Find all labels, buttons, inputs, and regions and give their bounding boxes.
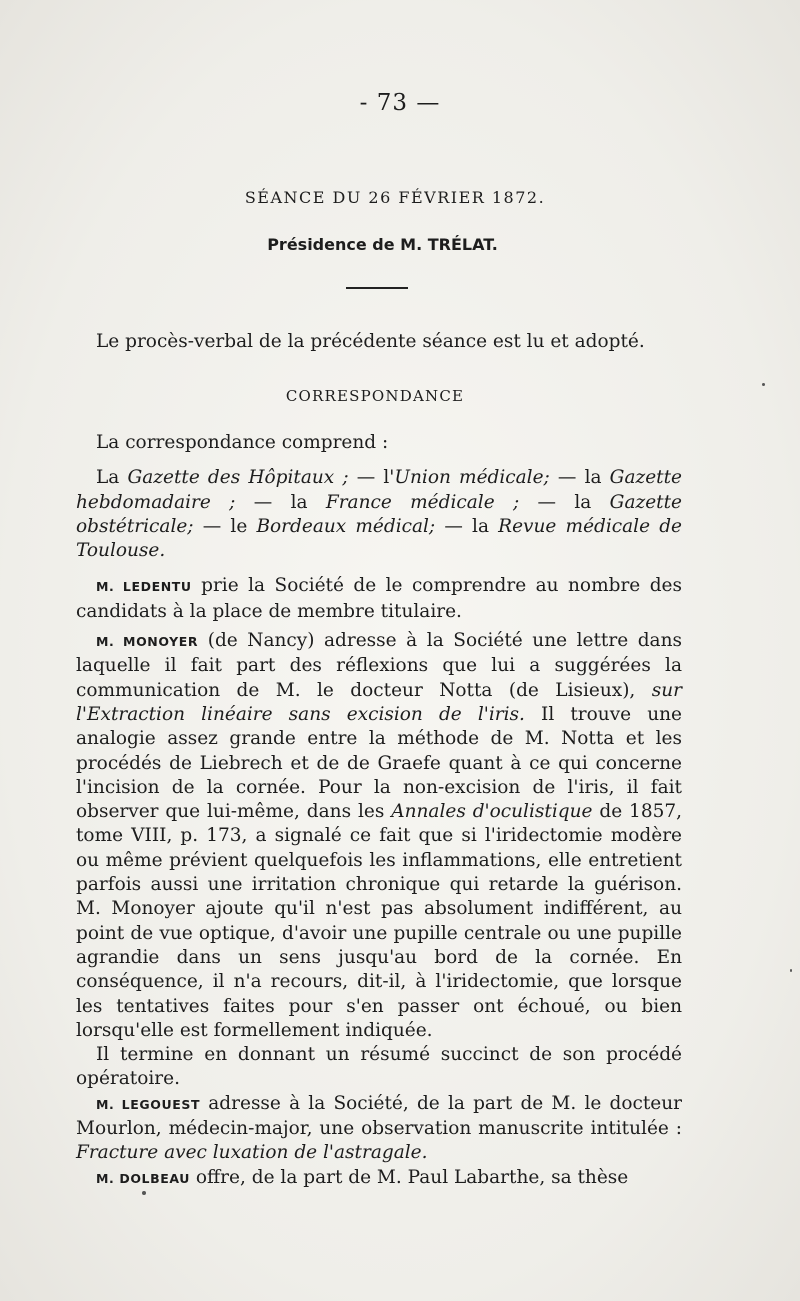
legouest-text: adresse à la Société, de la part de M. le docteur Mourlon, médecin-major, une observation manuscrite intitulée :: [76, 1092, 682, 1140]
journals-list: [76, 466, 682, 563]
journal-separator: — la: [519, 491, 610, 513]
journal-gazette-hebdomadaire: Gazette hebdomadaire ;: [76, 467, 682, 513]
separator-rule: [346, 287, 408, 289]
monoyer-text-2: Il trouve une analogie assez grande entre la méthode de M. Notta et les procédés de Liebrech et de de Graefe quant à ce qui concerne l'incision de la cornée. Pour la non-excision de l'iris, il fait observer que lui-même, dans les: [76, 703, 682, 823]
correspondence-intro: La correspondance comprend :: [96, 432, 389, 453]
presidence-line: Présidence de M. TRÉLAT.: [267, 235, 498, 254]
journal-france-medicale: France médicale ;: [325, 491, 520, 513]
journals-prefix: La: [96, 467, 128, 489]
ledentu-name: M. LEDENTU: [96, 579, 192, 595]
journal-revue-toulouse: Revue médicale de Toulouse.: [76, 515, 682, 562]
legouest-title: Fracture avec luxation de l'astragale.: [76, 1142, 428, 1164]
dolbeau-paragraph: [76, 1166, 682, 1191]
ledentu-paragraph: [76, 574, 682, 624]
session-title: SÉANCE DU 26 FÉVRIER 1872.: [244, 188, 546, 207]
monoyer-text-3: de 1857, tome VIII, p. 173, a signalé ce fait que si l'iridectomie modère ou même prévient quelquefois les inflammations, elle entretient parfois aussi une irritation chronique qui retarde la guérison. M. Monoyer ajoute qu'il n'est pas absolument indifférent, au point de vue optique, d'avoir une pupille centrale ou une pupille agrandie dans un sens jusqu'au bord de la cornée. En conséquence, il n'a recours, dit-il, à l'iridectomie, que lorsque les tentatives faites pour s'en passer ont échoué, ou bien lorsqu'elle est formellement indiquée.: [76, 801, 683, 1041]
journal-gazette-hopitaux: Gazette des Hôpitaux ;: [127, 467, 349, 489]
monoyer-text-1: (de Nancy) adresse à la Société une lettre dans laquelle il fait part des réflexions que lui a suggérées la communication de M. le docteur Notta (de Lisieux),: [76, 630, 682, 701]
journal-separator: — l': [348, 467, 395, 489]
journal-separator: — le: [193, 515, 257, 537]
journal-bordeaux-medical: Bordeaux médical;: [256, 515, 436, 537]
minutes-text: Le procès-verbal de la précédente séance est lu et adopté.: [96, 331, 645, 352]
correspondence-block: [76, 431, 682, 1191]
ink-speck: [762, 383, 765, 386]
minutes-paragraph: [76, 330, 682, 354]
monoyer-title: sur l'Extraction linéaire sans excision de l'iris.: [76, 679, 682, 725]
journal-separator: — la: [235, 491, 326, 513]
ink-speck: [790, 969, 792, 972]
termine-paragraph: Il termine en donnant un résumé succinct de son procédé opératoire.: [76, 1044, 682, 1090]
page-number: - 73 —: [359, 90, 441, 116]
journal-separator: — la: [435, 515, 499, 537]
monoyer-name: M. MONOYER: [96, 634, 199, 650]
ink-speck: [142, 1191, 146, 1195]
dolbeau-text: offre, de la part de M. Paul Labarthe, sa thèse: [190, 1166, 629, 1188]
journal-union-medicale: Union médicale;: [394, 467, 550, 489]
journal-separator: — la: [549, 467, 610, 489]
dolbeau-name: M. DOLBEAU: [96, 1170, 191, 1186]
legouest-name: M. LEGOUEST: [96, 1096, 201, 1112]
ledentu-text: prie la Société de le comprendre au nombre des candidats à la place de membre titulaire.: [76, 575, 682, 622]
journal-gazette-obstetricale: Gazette obstétricale;: [76, 491, 682, 537]
correspondence-heading: CORRESPONDANCE: [285, 387, 465, 405]
legouest-paragraph: [76, 1092, 682, 1166]
monoyer-annales: Annales d'oculistique: [391, 801, 593, 823]
monoyer-paragraph: [76, 629, 682, 1043]
